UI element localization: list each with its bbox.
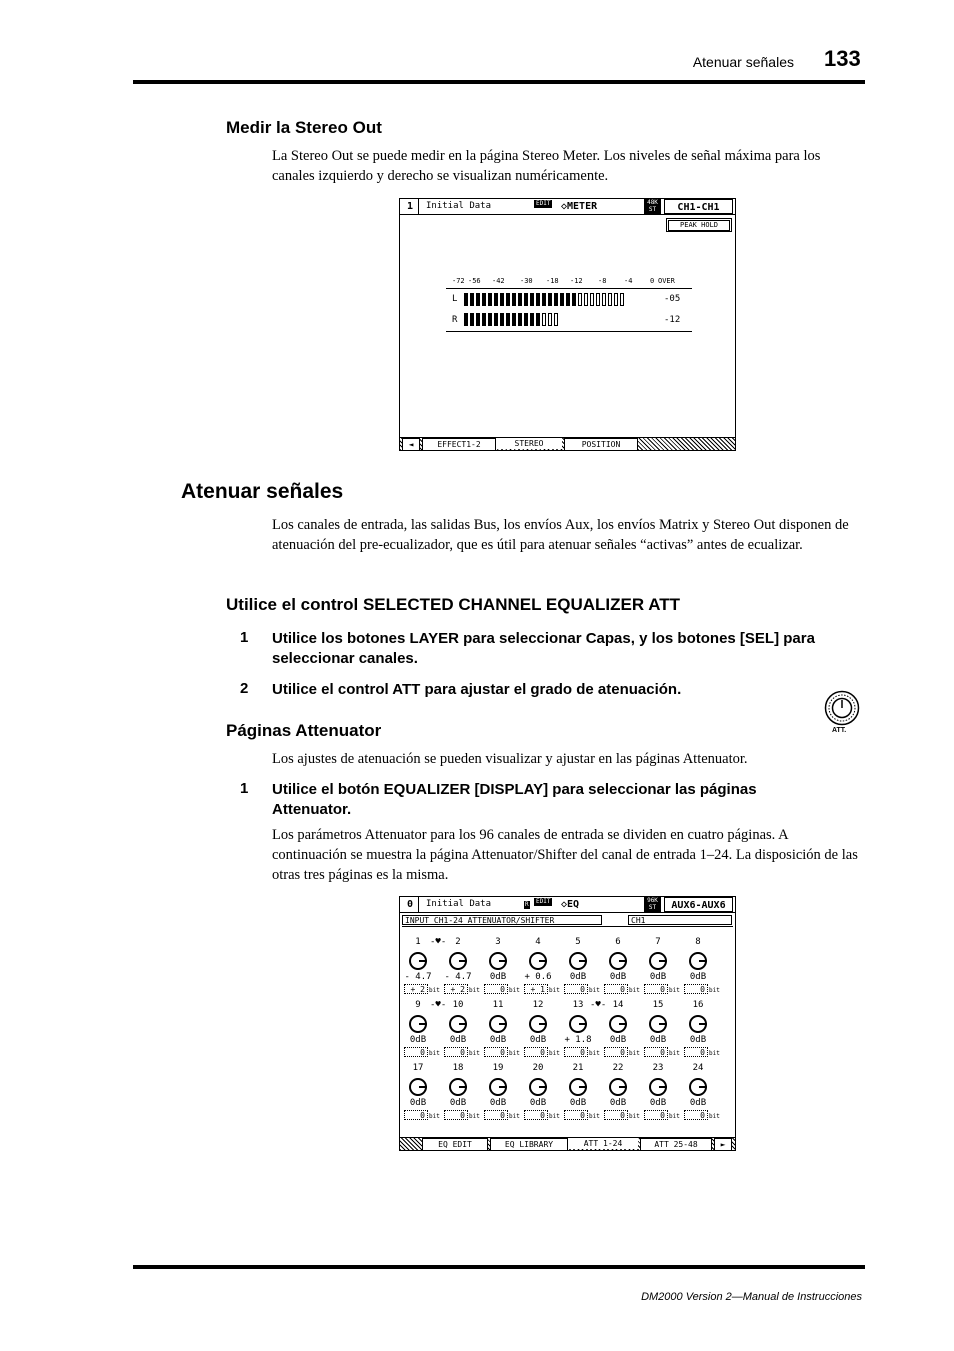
shifter-field[interactable]: 0 [604, 984, 628, 994]
channel-number: 23 [652, 1063, 664, 1073]
attenuation-value: 0dB [689, 1035, 707, 1045]
bit-label: bit [549, 1050, 560, 1057]
scene-number: 0 [402, 897, 419, 912]
channel-number: 7 [655, 937, 661, 947]
meter-segment [554, 313, 558, 326]
attenuation-value: 0dB [689, 972, 707, 982]
paragraph-atenuar: Los canales de entrada, las salidas Bus, los envíos Aux, los envíos Matrix y Stereo Out disponen de atenuación del pre-ecualizador, que es útil para atenuar señales “activas” antes de ecualizar. [272, 517, 849, 553]
meter-segment [512, 293, 516, 306]
bit-label: bit [509, 987, 520, 994]
meter-segment [584, 293, 588, 306]
header-section-title: Atenuar señales [692, 54, 794, 70]
meter-segment [506, 313, 510, 326]
channel-display: CH1-CH1 [664, 199, 733, 214]
attenuator-knob[interactable] [609, 1078, 627, 1096]
shifter-field[interactable]: 0 [604, 1047, 628, 1057]
channel-name-field: CH1 [628, 915, 732, 925]
subtitle-rule [402, 926, 733, 927]
attenuation-value: 0dB [569, 1098, 587, 1108]
screen1-status-bar [400, 199, 735, 215]
edit-indicator: EDIT [536, 200, 551, 207]
attenuation-value: 0dB [449, 1098, 467, 1108]
attenuation-value: 0dB [409, 1035, 427, 1045]
meter-bar-left [464, 293, 634, 306]
heading-medir: Medir la Stereo Out [226, 118, 382, 137]
attenuator-knob[interactable] [569, 952, 587, 970]
attenuator-knob[interactable] [409, 952, 427, 970]
tab-eq-library[interactable]: EQ LIBRARY [490, 1138, 568, 1150]
meter-segment [518, 293, 522, 306]
meter-scale-label: -18 [546, 277, 559, 285]
attenuation-value: 0dB [649, 1035, 667, 1045]
tab-position[interactable]: POSITION [564, 438, 638, 450]
header-rule [133, 80, 865, 84]
screen2-status-bar [400, 897, 735, 913]
meter-segment [524, 313, 528, 326]
footer-rule [133, 1265, 865, 1269]
page-number: 133 [824, 46, 861, 71]
meter-scale [452, 277, 692, 287]
attenuator-knob[interactable] [449, 1078, 467, 1096]
channel-number: 1 [415, 937, 421, 947]
meter-segment [554, 293, 558, 306]
meter-segment [524, 293, 528, 306]
meter-segment [488, 313, 492, 326]
peak-value-left: -05 [664, 294, 681, 304]
heading-atenuar: Atenuar señales [181, 480, 344, 503]
attenuator-knob[interactable] [489, 1015, 507, 1033]
attenuator-knob[interactable] [529, 1078, 547, 1096]
channel-number: 16 [692, 1000, 704, 1010]
meter-segment [476, 293, 480, 306]
attenuator-knob[interactable] [449, 1015, 467, 1033]
attenuator-knob[interactable] [689, 952, 707, 970]
attenuation-value: 0dB [609, 972, 627, 982]
attenuation-value: 0dB [649, 1098, 667, 1108]
tab-stereo[interactable]: STEREO [496, 438, 562, 449]
tab-eq-edit[interactable]: EQ EDIT [422, 1138, 488, 1150]
channel-number: 2 [455, 937, 461, 947]
meter-segment [542, 313, 546, 326]
channel-number: 19 [492, 1063, 504, 1073]
edit-indicator: EDIT [536, 898, 551, 905]
shifter-field[interactable]: 0 [484, 984, 508, 994]
attenuator-knob[interactable] [569, 1015, 587, 1033]
channel-number: 9 [415, 1000, 421, 1010]
attenuation-value: 0dB [449, 1035, 467, 1045]
meter-segment [476, 313, 480, 326]
shifter-field[interactable]: + 2 [404, 984, 428, 994]
stereo-meter-screen [399, 198, 736, 451]
attenuation-value: 0dB [489, 1098, 507, 1108]
attenuator-knob[interactable] [649, 1015, 667, 1033]
channel-number: 4 [535, 937, 541, 947]
meter-segment [470, 313, 474, 326]
attenuator-knob[interactable] [689, 1015, 707, 1033]
tab-att-25-48[interactable]: ATT 25-48 [640, 1138, 712, 1150]
screen1-tab-bar [400, 437, 735, 450]
scene-name: Initial Data [426, 899, 492, 909]
scene-name: Initial Data [426, 201, 492, 211]
meter-segment [620, 293, 624, 306]
attenuation-value: 0dB [649, 972, 667, 982]
meter-segment [578, 293, 582, 306]
attenuator-screen [399, 896, 736, 1151]
meter-segment [464, 293, 468, 306]
meter-segment [530, 293, 534, 306]
meter-segment [494, 293, 498, 306]
meter-scale-label: -56 [468, 277, 481, 285]
shifter-field[interactable]: 0 [644, 1047, 668, 1057]
channel-number: 15 [652, 1000, 664, 1010]
shifter-field[interactable]: + 2 [444, 984, 468, 994]
channel-number: 8 [695, 937, 701, 947]
bit-label: bit [469, 1113, 480, 1120]
meter-segment [500, 293, 504, 306]
bit-label: bit [629, 1113, 640, 1120]
channel-number: 12 [532, 1000, 544, 1010]
protect-indicator: R [525, 901, 529, 908]
step-equalizer-display: Utilice el botón EQUALIZER [DISPLAY] para seleccionar las páginas Attenuator. [272, 781, 757, 818]
bit-label: bit [669, 1113, 680, 1120]
bit-label: bit [709, 987, 720, 994]
channel-number: 17 [412, 1063, 424, 1073]
attenuator-knob[interactable] [649, 952, 667, 970]
meter-segment [518, 313, 522, 326]
meter-segment [530, 313, 534, 326]
attenuation-value: 0dB [609, 1098, 627, 1108]
meter-bar-right [464, 313, 634, 326]
paragraph-paginas: Los ajustes de atenuación se pueden visualizar y ajustar en las páginas Attenuator. [272, 751, 748, 767]
meter-scale-label: -12 [570, 277, 583, 285]
bit-label: bit [589, 987, 600, 994]
tab-effect1-2[interactable]: EFFECT1-2 [422, 438, 496, 450]
channel-label-right: R [452, 315, 458, 325]
channel-number: 24 [692, 1063, 704, 1073]
shifter-field[interactable]: 0 [564, 1047, 588, 1057]
pair-link-icon: -♥- [590, 1000, 607, 1010]
meter-segment [536, 313, 540, 326]
attenuator-knob[interactable] [449, 952, 467, 970]
meter-scale-label: -4 [624, 277, 633, 285]
channel-number: 3 [495, 937, 501, 947]
bit-label: bit [549, 1113, 560, 1120]
channel-number: 18 [452, 1063, 464, 1073]
step-number: 2 [240, 680, 249, 697]
meter-scale-label: 0 [650, 277, 655, 285]
pair-link-icon: -♥- [430, 1000, 447, 1010]
bit-label: bit [469, 987, 480, 994]
bit-label: bit [429, 1050, 440, 1057]
step-layer-sel: Utilice los botones LAYER para seleccionar Capas, y los botones [SEL] para seleccionar canales. [272, 630, 815, 667]
shifter-field[interactable]: 0 [444, 1047, 468, 1057]
bit-label: bit [589, 1050, 600, 1057]
bit-label: bit [549, 987, 560, 994]
bit-label: bit [509, 1113, 520, 1120]
attenuation-value: - 4.7 [444, 972, 472, 982]
meter-scale-label: OVER [658, 277, 675, 285]
tab-scroll-right[interactable]: ► [714, 1138, 732, 1150]
attenuator-knob[interactable] [609, 1015, 627, 1033]
shifter-field[interactable]: 0 [684, 984, 708, 994]
meter-scale-label: -42 [492, 277, 505, 285]
attenuation-value: 0dB [489, 972, 507, 982]
attenuation-value: 0dB [609, 1035, 627, 1045]
shifter-field[interactable]: 0 [604, 1110, 628, 1120]
shifter-field[interactable]: 0 [564, 984, 588, 994]
paragraph-attenuator-pages: Los parámetros Attenuator para los 96 canales de entrada se dividen en cuatro páginas. A continuación se muestra la página Attenuator/Shifter del canal de entrada 1–24. La disposición de las otras tres páginas es la misma. [272, 827, 858, 883]
meter-segment [506, 293, 510, 306]
screen2-tab-bar [400, 1137, 735, 1150]
tab-scroll-left[interactable]: ◄ [402, 438, 420, 450]
channel-number: 13 [572, 1000, 584, 1010]
sample-rate-indicator: 96K ST [644, 897, 661, 912]
meter-segment [542, 293, 546, 306]
attenuation-value: + 1.8 [564, 1035, 592, 1045]
shifter-field[interactable]: + 1 [524, 984, 548, 994]
channel-label-left: L [452, 294, 458, 304]
bit-label: bit [669, 987, 680, 994]
attenuation-value: 0dB [529, 1098, 547, 1108]
attenuator-knob[interactable] [529, 952, 547, 970]
attenuation-value: - 4.7 [404, 972, 432, 982]
peak-hold-button[interactable]: PEAK HOLD [666, 218, 732, 232]
bit-label: bit [709, 1050, 720, 1057]
attenuator-knob[interactable] [409, 1015, 427, 1033]
attenuator-knob[interactable] [489, 952, 507, 970]
footer-text: DM2000 Version 2—Manual de Instrucciones [641, 1291, 862, 1303]
channel-number: 5 [575, 937, 581, 947]
attenuation-value: 0dB [569, 972, 587, 982]
meter-bottom-rule [446, 331, 692, 332]
attenuation-value: + 0.6 [524, 972, 552, 982]
pair-link-icon: -♥- [430, 937, 447, 947]
channel-number: 14 [612, 1000, 624, 1010]
bit-label: bit [429, 987, 440, 994]
bit-label: bit [589, 1113, 600, 1120]
step-number: 1 [240, 780, 249, 797]
meter-segment [512, 313, 516, 326]
shifter-field[interactable]: 0 [484, 1047, 508, 1057]
meter-segment [488, 293, 492, 306]
page-name: ◇METER [561, 201, 598, 212]
channel-number: 21 [572, 1063, 584, 1073]
shifter-field[interactable]: 0 [524, 1047, 548, 1057]
shifter-field[interactable]: 0 [524, 1110, 548, 1120]
att-knob-label: ATT. [832, 727, 847, 734]
step-number: 1 [240, 629, 249, 646]
bit-label: bit [469, 1050, 480, 1057]
attenuator-knob[interactable] [569, 1078, 587, 1096]
meter-segment [482, 313, 486, 326]
meter-segment [536, 293, 540, 306]
meter-scale-label: -72 [452, 277, 465, 285]
meter-segment [470, 293, 474, 306]
meter-segment [482, 293, 486, 306]
shifter-field[interactable]: 0 [644, 984, 668, 994]
shifter-field[interactable]: 0 [404, 1047, 428, 1057]
bit-label: bit [429, 1113, 440, 1120]
shifter-field[interactable]: 0 [564, 1110, 588, 1120]
channel-display: AUX6-AUX6 [664, 897, 733, 912]
channel-number: 10 [452, 1000, 464, 1010]
attenuator-knob[interactable] [489, 1078, 507, 1096]
shifter-field[interactable]: 0 [484, 1110, 508, 1120]
meter-segment [500, 313, 504, 326]
attenuator-knob[interactable] [529, 1015, 547, 1033]
meter-segment [560, 293, 564, 306]
attenuation-value: 0dB [409, 1098, 427, 1108]
attenuator-knob[interactable] [689, 1078, 707, 1096]
meter-segment [602, 293, 606, 306]
meter-segment [566, 293, 570, 306]
shifter-field[interactable]: 0 [684, 1110, 708, 1120]
meter-segment [596, 293, 600, 306]
channel-number: 11 [492, 1000, 504, 1010]
bit-label: bit [709, 1113, 720, 1120]
heading-paginas: Páginas Attenuator [226, 721, 382, 740]
meter-segment [494, 313, 498, 326]
shifter-field[interactable]: 0 [404, 1110, 428, 1120]
page-name: ◇EQ [561, 899, 580, 910]
meter-segment [548, 293, 552, 306]
channel-number: 6 [615, 937, 621, 947]
bit-label: bit [629, 987, 640, 994]
meter-segment [548, 313, 552, 326]
bit-label: bit [509, 1050, 520, 1057]
tab-att-1-24[interactable]: ATT 1-24 [568, 1138, 638, 1149]
meter-segment [590, 293, 594, 306]
shifter-field[interactable]: 0 [644, 1110, 668, 1120]
meter-scale-label: -8 [598, 277, 607, 285]
meter-segment [572, 293, 576, 306]
meter-segment [614, 293, 618, 306]
meter-segment [464, 313, 468, 326]
attenuator-knob[interactable] [609, 952, 627, 970]
channel-number: 22 [612, 1063, 624, 1073]
attenuator-knob[interactable] [409, 1078, 427, 1096]
meter-segment [608, 293, 612, 306]
channel-number: 20 [532, 1063, 544, 1073]
attenuator-knob[interactable] [649, 1078, 667, 1096]
bit-label: bit [629, 1050, 640, 1057]
att-knob-icon [824, 690, 860, 726]
attenuation-value: 0dB [689, 1098, 707, 1108]
sample-rate-indicator: 48K ST [644, 199, 661, 214]
heading-utilice: Utilice el control SELECTED CHANNEL EQUALIZER ATT [226, 595, 680, 614]
scene-number: 1 [402, 199, 419, 214]
peak-value-right: -12 [664, 315, 681, 325]
attenuation-value: 0dB [529, 1035, 547, 1045]
shifter-field[interactable]: 0 [444, 1110, 468, 1120]
bit-label: bit [669, 1050, 680, 1057]
meter-scale-label: -30 [520, 277, 533, 285]
paragraph-medir: La Stereo Out se puede medir en la página Stereo Meter. Los niveles de señal máxima para los canales izquierdo y derecho se visualizan numéricamente. [272, 148, 821, 184]
page-subtitle: INPUT CH1-24 ATTENUATOR/SHIFTER [402, 915, 602, 925]
meter-top-rule [446, 288, 692, 289]
shifter-field[interactable]: 0 [684, 1047, 708, 1057]
step-att-control: Utilice el control ATT para ajustar el grado de atenuación. [272, 681, 682, 698]
attenuation-value: 0dB [489, 1035, 507, 1045]
